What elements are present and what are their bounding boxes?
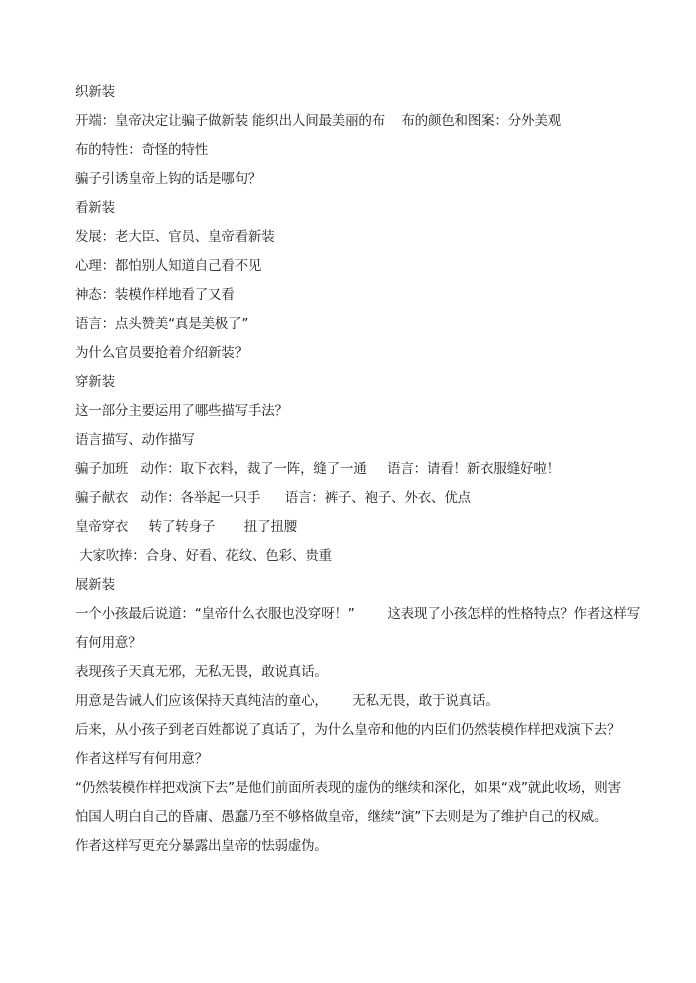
section-heading-show: 展新装: [75, 577, 115, 593]
text-line: 骗子献衣 动作：各举起一只手 语言：裤子、袍子、外衣、优点: [75, 490, 471, 506]
question-line: 有何用意？: [75, 635, 142, 651]
question-line: 一个小孩最后说道：“皇帝什么衣服也没穿呀！” 这表现了小孩怎样的性格特点？作者这样写: [75, 606, 641, 622]
section-heading-weave: 织新装: [75, 84, 115, 100]
question-line: 后来，从小孩子到老百姓都说了真话了，为什么皇帝和他的内臣们仍然装模作样把戏演下去？: [75, 722, 621, 738]
text-line: 发展：老大臣、官员、皇帝看新装: [75, 229, 275, 245]
text-line: 语言描写、动作描写: [75, 432, 195, 448]
text-line: 骗子加班 动作：取下衣料，裁了一阵，缝了一通 语言：请看！新衣服缝好啦！: [75, 461, 560, 477]
question-line: 作者这样写有何用意？: [75, 751, 208, 767]
question-line: 骗子引诱皇帝上钩的话是哪句？: [75, 171, 262, 187]
text-line: 开端：皇帝决定让骗子做新装 能织出人间最美丽的布 布的颜色和图案：分外美观: [75, 113, 561, 129]
document-body: [75, 78, 641, 861]
text-line: 心理：都怕别人知道自己看不见: [75, 258, 262, 274]
section-heading-view: 看新装: [75, 200, 115, 216]
answer-line: 作者这样写更充分暴露出皇帝的怯弱虚伪。: [75, 838, 328, 854]
text-line: 神态：装模作样地看了又看: [75, 287, 235, 303]
text-line: 布的特性：奇怪的特性: [75, 142, 208, 158]
answer-line: 表现孩子天真无邪，无私无畏，敢说真话。: [75, 664, 328, 680]
text-line: 语言：点头赞美“真是美极了”: [75, 316, 249, 332]
text-line: 皇帝穿衣 转了转身子 扭了扭腰: [75, 519, 297, 535]
section-heading-wear: 穿新装: [75, 374, 115, 390]
question-line: 这一部分主要运用了哪些描写手法？: [75, 403, 288, 419]
answer-line: 用意是告诫人们应该保持天真纯洁的童心， 无私无畏，敢于说真话。: [75, 693, 499, 709]
answer-line: 怕国人明白自己的昏庸、愚蠢乃至不够格做皇帝，继续“演”下去则是为了维护自己的权威。: [75, 809, 608, 825]
question-line: 为什么官员要抢着介绍新装？: [75, 345, 248, 361]
text-line: 大家吹捧：合身、好看、花纹、色彩、贵重: [75, 548, 332, 564]
answer-line: “仍然装模作样把戏演下去”是他们前面所表现的虚伪的继续和深化，如果“戏”就此收场，则害: [75, 780, 621, 796]
